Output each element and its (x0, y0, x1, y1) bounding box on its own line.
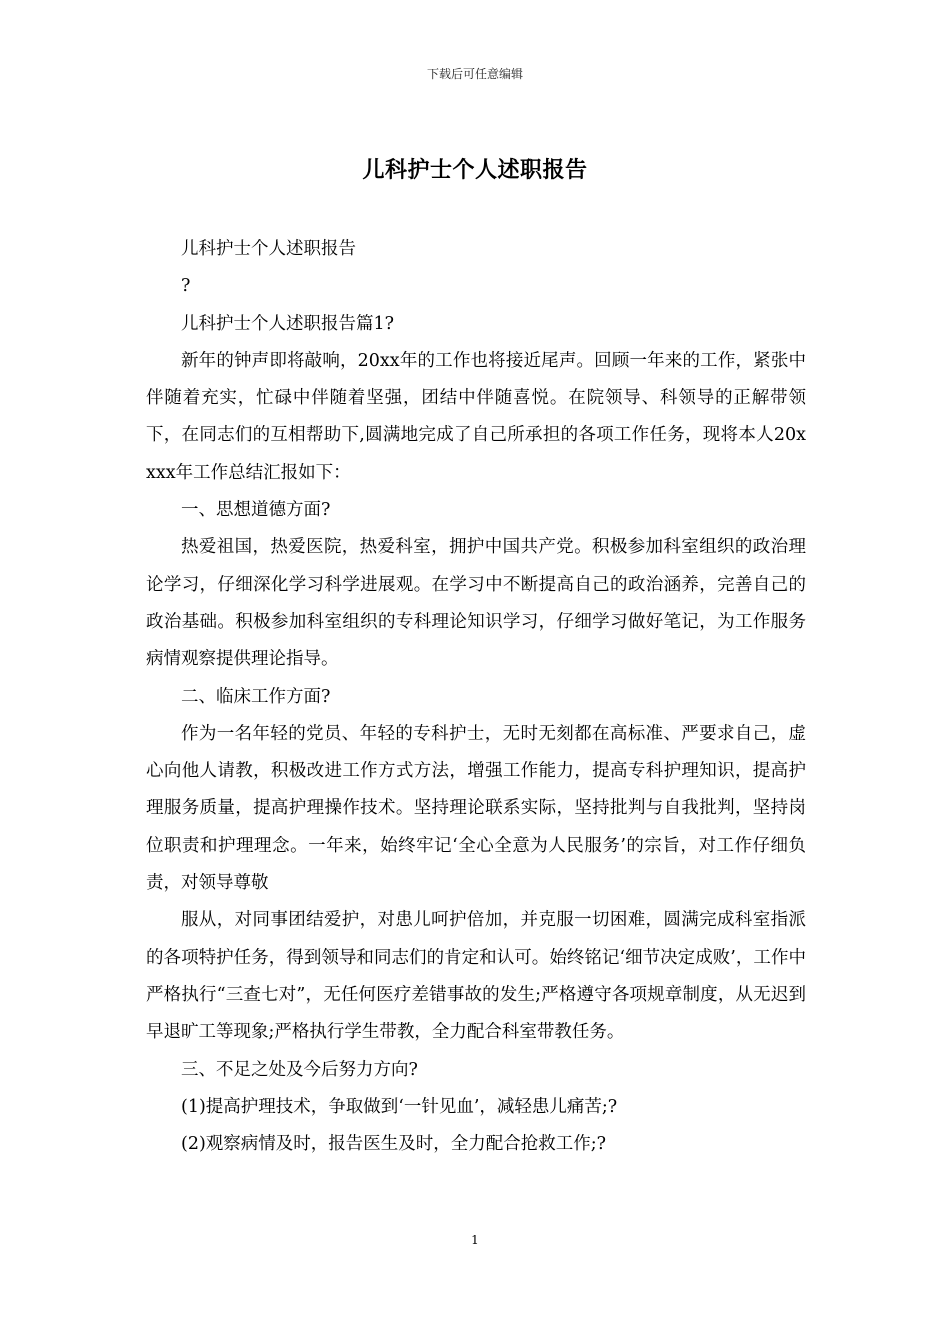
paragraph: ? (181, 276, 191, 297)
list-item: (1)提高护理技术，争取做到‘一针见血’，减轻患儿痛苦;? (181, 1096, 618, 1117)
section-heading: 儿科护士个人述职报告篇1? (181, 313, 395, 334)
list-item: (2)观察病情及时，报告医生及时，全力配合抢救工作;? (181, 1134, 607, 1155)
header-note: 下载后可任意编辑 (426, 67, 523, 81)
page-number: 1 (471, 1233, 479, 1247)
section-heading: 三、不足之处及今后努力方向? (181, 1059, 418, 1080)
paragraph: 新年的钟声即将敲响，20xx年的工作也将接近尾声。回顾一年来的工作，紧张中伴随着充实，忙碌中伴随着坚强，团结中伴随喜悦。在院领导、科领导的正解带领下，在同志们的互相帮助下,圆满地完成了自己所承担的各项工作任务，现将本人20xxxx年工作总结汇报如下： (146, 350, 806, 483)
paragraph: 热爱祖国，热爱医院，热爱科室，拥护中国共产党。积极参加科室组织的政治理论学习，仔细深化学习科学进展观。在学习中不断提高自己的政治涵养，完善自己的政治基础。积极参加科室组织的专科理论知识学习，仔细学习做好笔记，为工作服务病情观察提供理论指导。 (146, 537, 806, 670)
document-body (146, 231, 806, 1163)
section-heading: 二、临床工作方面? (181, 686, 331, 707)
section-heading: 一、思想道德方面? (181, 500, 331, 521)
paragraph: 服从，对同事团结爱护，对患儿呵护倍加，并克服一切困难，圆满完成科室指派的各项特护任务，得到领导和同志们的肯定和认可。始终铭记‘细节决定成败’，工作中严格执行“三查七对”，无任何医疗差错事故的发生;严格遵守各项规章制度，从无迟到早退旷工等现象;严格执行学生带教，全力配合科室带教任务。 (146, 910, 806, 1043)
paragraph: 儿科护士个人述职报告 (181, 239, 356, 259)
paragraph: 作为一名年轻的党员、年轻的专科护士，无时无刻都在高标准、严要求自己，虚心向他人请教，积极改进工作方式方法，增强工作能力，提高专科护理知识，提高护理服务质量，提高护理操作技术。坚持理论联系实际，坚持批判与自我批判，坚持岗位职责和护理理念。一年来，始终牢记‘全心全意为人民服务’的宗旨，对工作仔细负责，对领导尊敬 (146, 723, 806, 894)
document-title: 儿科护士个人述职报告 (362, 157, 588, 183)
